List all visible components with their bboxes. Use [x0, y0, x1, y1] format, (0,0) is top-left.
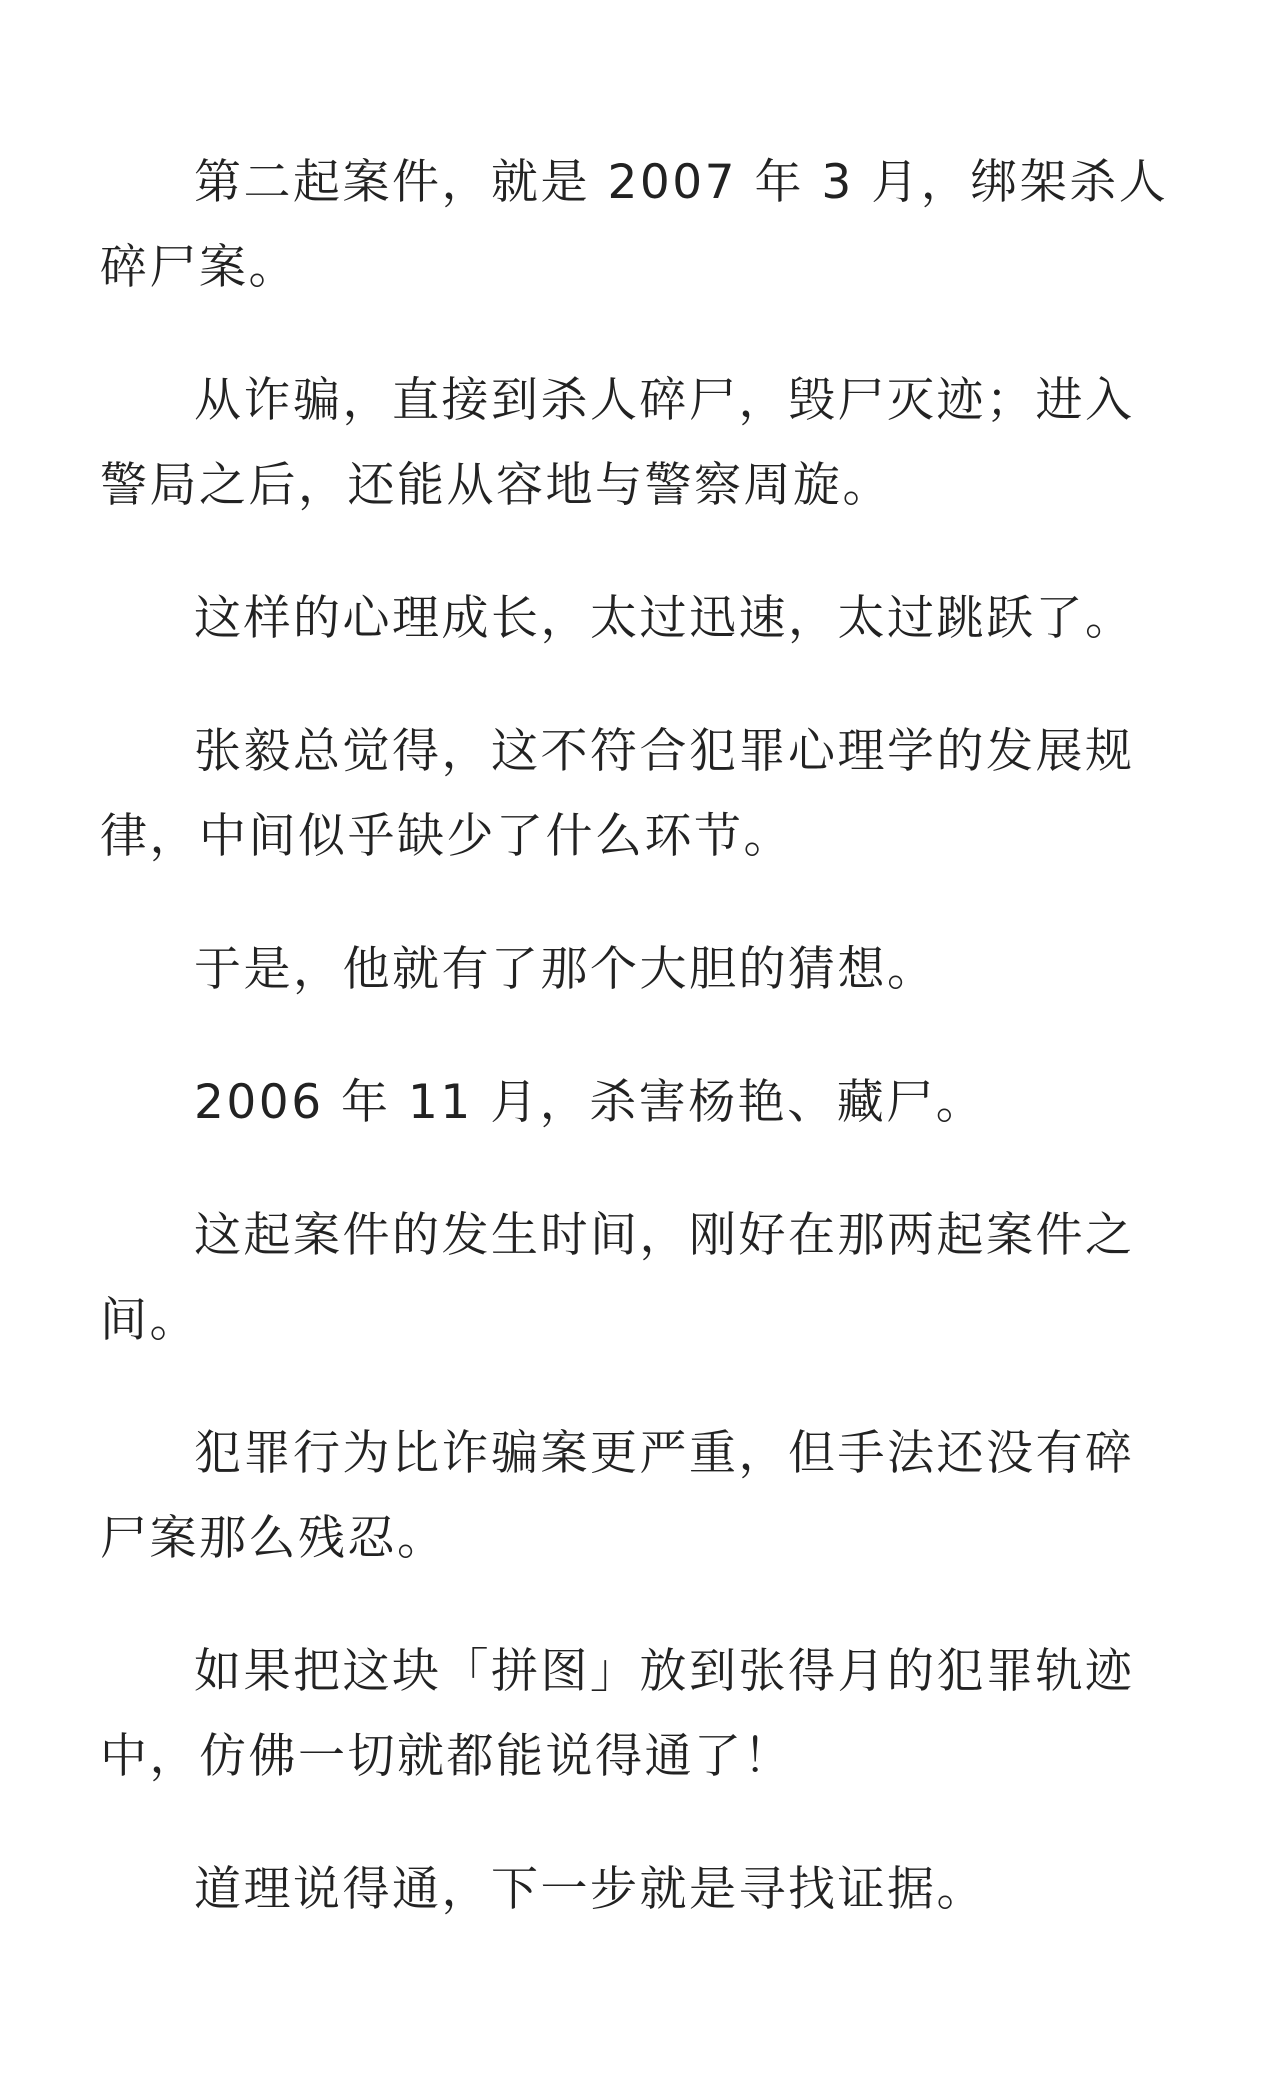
- paragraph-7: 这起案件的发生时间，刚好在那两起案件之间。: [100, 1208, 1135, 1348]
- article-body: [100, 140, 1180, 1980]
- paragraph-2: 从诈骗，直接到杀人碎尸，毁尸灭迹；进入警局之后，还能从容地与警察周旋。: [100, 373, 1135, 513]
- paragraph-9: 如果把这块「拼图」放到张得月的犯罪轨迹中，仿佛一切就都能说得通了！: [100, 1644, 1135, 1784]
- paragraph-8: 犯罪行为比诈骗案更严重，但手法还没有碎尸案那么残忍。: [100, 1426, 1135, 1566]
- paragraph-6: 2006 年 11 月，杀害杨艳、藏尸。: [194, 1075, 986, 1130]
- paragraph-1: 第二起案件，就是 2007 年 3 月，绑架杀人碎尸案。: [100, 155, 1169, 295]
- paragraph-3: 这样的心理成长，太过迅速，太过跳跃了。: [194, 591, 1135, 646]
- paragraph-4: 张毅总觉得，这不符合犯罪心理学的发展规律，中间似乎缺少了什么环节。: [100, 724, 1135, 864]
- paragraph-10: 道理说得通，下一步就是寻找证据。: [194, 1862, 986, 1917]
- paragraph-5: 于是，他就有了那个大胆的猜想。: [194, 942, 937, 997]
